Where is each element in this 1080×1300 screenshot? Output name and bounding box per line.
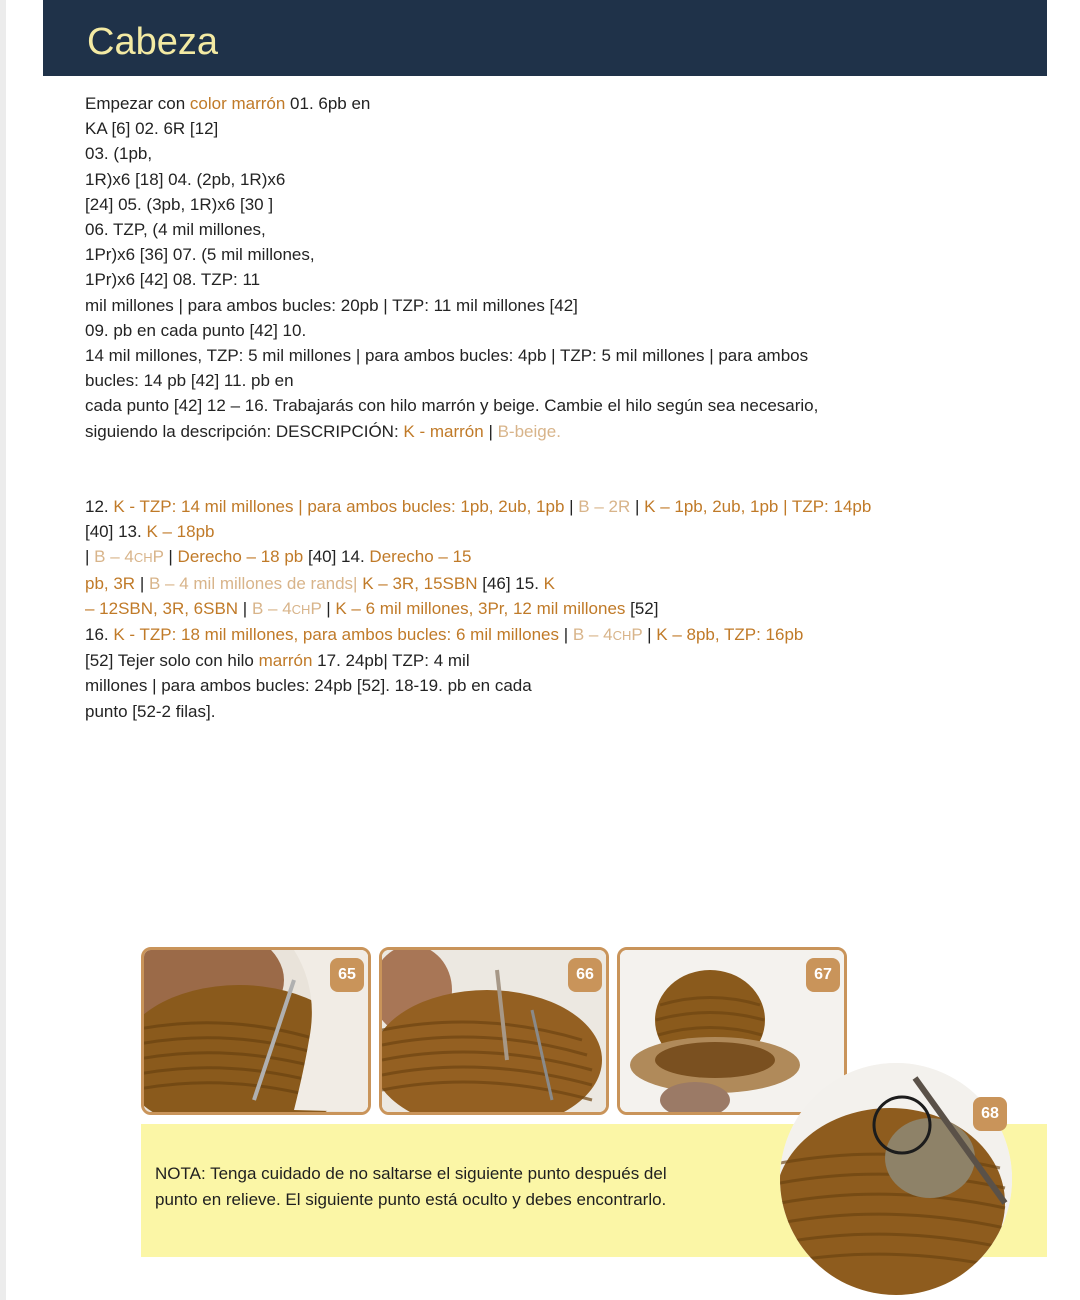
text-segment: | (558, 625, 573, 645)
instruction-line (85, 519, 985, 544)
colored-text: K – 18pb (146, 522, 215, 542)
colored-text: B – 4 (572, 625, 613, 645)
colored-text: pb, 3R (85, 573, 136, 593)
instructions-block-2 (85, 494, 985, 724)
instruction-line (85, 596, 985, 622)
colored-text: P (631, 625, 643, 645)
text-segment: mil millones | para ambos bucles: 20pb | TZP: 11 mil millones [42] (85, 295, 578, 315)
text-segment: 01. 6pb en (285, 94, 371, 113)
instruction-line (85, 622, 985, 648)
instruction-line (85, 293, 985, 318)
note-line-2: punto en relieve. El siguiente punto está oculto y debes encontrarlo. (155, 1189, 667, 1209)
colored-text: CH (291, 601, 311, 617)
step-badge-68: 68 (973, 1097, 1007, 1131)
text-segment: 16. (85, 625, 114, 645)
text-segment: | (238, 598, 252, 618)
text-segment: siguiendo la descripción: DESCRIPCIÓN: (85, 421, 404, 441)
colored-text: B – 2R (578, 497, 631, 516)
colored-text: Derecho – 15 (369, 547, 472, 567)
photo-step-65 (141, 947, 371, 1115)
text-segment: 03. (1pb, (85, 144, 153, 164)
instruction-line (85, 141, 985, 166)
instruction-line (85, 393, 985, 418)
colored-text: B – 4 (94, 547, 134, 567)
colored-text: B – 4 mil millones de rands| (148, 573, 358, 593)
colored-text: K - TZP: 14 mil millones | para ambos bucles: 1pb, 2ub, 1pb (113, 497, 565, 516)
colored-text: CH (612, 628, 632, 644)
text-segment: millones | para ambos bucles: 24pb [52]. 18-19. pb en cada (85, 676, 532, 696)
instruction-line (85, 116, 985, 141)
colored-text: K – 1pb, 2ub, 1pb | TZP: 14pb (644, 497, 872, 516)
photo-step-66 (379, 947, 609, 1115)
instruction-line (85, 544, 985, 570)
text-segment: 1Pr)x6 [36] 07. (5 mil millones, (85, 245, 315, 265)
text-segment: | (564, 497, 579, 516)
section-header (43, 0, 1047, 76)
text-segment: 06. TZP, (4 mil millones, (85, 220, 266, 240)
text-segment: 1Pr)x6 [42] 08. TZP: 11 (85, 270, 261, 290)
colored-text: K – 8pb, TZP: 16pb (656, 625, 804, 645)
step-badge-67: 67 (806, 958, 840, 992)
colored-text: Derecho – 18 pb (177, 547, 304, 567)
instruction-line (85, 368, 985, 393)
instruction-line (85, 217, 985, 242)
text-segment: 14 mil millones, TZP: 5 mil millones | para ambos bucles: 4pb | TZP: 5 mil millones | para ambos (85, 346, 809, 366)
instruction-line (85, 494, 985, 519)
instruction-line (85, 192, 985, 217)
text-segment: [24] 05. (3pb, 1R)x6 [30 ] (85, 194, 274, 214)
colored-text: – 12SBN, 3R, 6SBN (85, 598, 239, 618)
instruction-line (85, 242, 985, 267)
step-badge-66: 66 (568, 958, 602, 992)
colored-text: P (152, 547, 164, 567)
text-segment: KA [6] 02. 6R [12] (85, 119, 219, 139)
colored-text: K - marrón (403, 421, 484, 441)
text-segment: Empezar con (85, 94, 190, 113)
instruction-line (85, 318, 985, 343)
colored-text: K – 6 mil millones, 3Pr, 12 mil millones (335, 598, 626, 618)
step-badge-65: 65 (330, 958, 364, 992)
text-segment: | (630, 497, 645, 516)
instruction-line (85, 648, 985, 673)
colored-text: B – 4 (251, 598, 292, 618)
instruction-line (85, 343, 985, 368)
instruction-line (85, 91, 985, 116)
text-segment: [46] 15. (477, 573, 544, 593)
text-segment: [40] 13. (85, 522, 147, 542)
instruction-line (85, 673, 985, 698)
text-segment: 09. pb en cada punto [42] 10. (85, 320, 307, 340)
instruction-line (85, 571, 985, 596)
note-line-1: NOTA: Tenga cuidado de no saltarse el siguiente punto después del (155, 1164, 667, 1183)
text-segment: | (135, 573, 149, 593)
colored-text: marrón (258, 651, 313, 671)
text-segment: | (483, 421, 498, 441)
text-segment: [52] Tejer solo con hilo (85, 651, 259, 671)
text-segment: [52] (625, 598, 659, 618)
text-segment: bucles: 14 pb [42] 11. pb en (85, 371, 294, 391)
text-segment: 1R)x6 [18] 04. (2pb, 1R)x6 (85, 169, 286, 189)
text-segment: punto [52-2 filas]. (85, 701, 216, 721)
page-edge (0, 0, 6, 1300)
colored-text: P (310, 598, 322, 618)
text-segment: 12. (85, 497, 114, 516)
colored-text: color marrón (189, 94, 286, 113)
text-segment: 17. 24pb| TZP: 4 mil (312, 651, 470, 671)
instruction-line (85, 699, 985, 724)
instruction-line (85, 419, 985, 444)
text-segment: | (642, 625, 657, 645)
colored-text: CH (133, 550, 153, 566)
colored-text: K (543, 573, 556, 593)
text-segment: | (163, 547, 178, 567)
text-segment: cada punto [42] 12 – 16. Trabajarás con hilo marrón y beige. Cambie el hilo según sea necesario, (85, 396, 819, 416)
colored-text: B-beige. (497, 421, 561, 441)
colored-text: K - TZP: 18 mil millones, para ambos bucles: 6 mil millones (113, 625, 559, 645)
page-title: Cabeza (87, 21, 218, 63)
instructions-block-1 (85, 91, 985, 444)
text-segment: | (321, 598, 336, 618)
photo-step-67 (617, 947, 847, 1115)
note-text (155, 1161, 755, 1212)
instruction-line (85, 167, 985, 192)
text-segment: | (85, 547, 95, 567)
text-segment: [40] 14. (303, 547, 370, 567)
colored-text: K – 3R, 15SBN (362, 573, 478, 593)
instruction-line (85, 267, 985, 292)
